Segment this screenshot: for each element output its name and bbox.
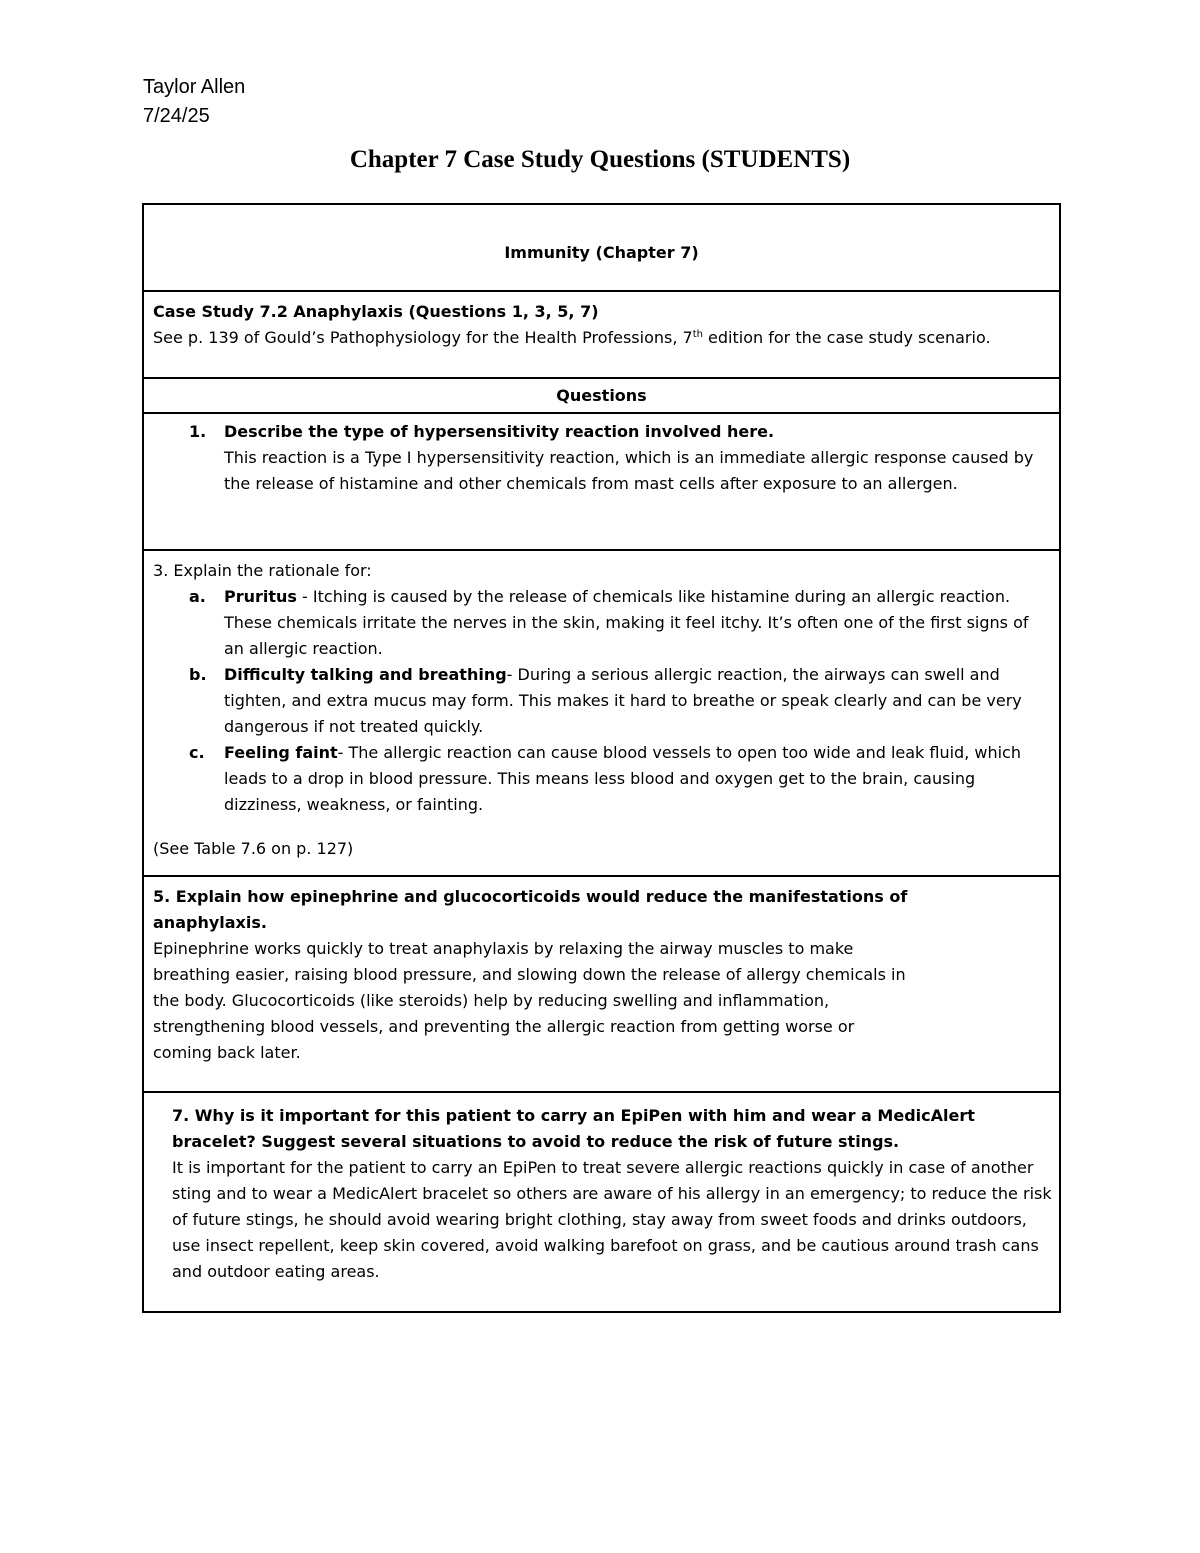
question-1-answer: This reaction is a Type I hypersensitivity reaction, which is an immediate allergic response caused by the release of histamine and other chemicals from mast cells after exposure to an allergen. xyxy=(224,448,1034,493)
author-block xyxy=(143,73,245,131)
document-date: 7/24/25 xyxy=(143,105,210,127)
rationale-term-breathing: Difficulty talking and breathing xyxy=(224,665,507,684)
rationale-item-breathing xyxy=(153,662,1050,740)
question-1-cell xyxy=(143,413,1060,550)
rationale-marker-b: b. xyxy=(189,665,207,684)
case-study-reference-text: See p. 139 of Gould’s Pathophysiology for the Health Professions, 7 xyxy=(153,328,693,347)
rationale-list xyxy=(153,584,1050,818)
rationale-marker-a: a. xyxy=(189,587,206,606)
question-7-cell xyxy=(143,1092,1060,1312)
question-3-prompt: . Explain the rationale for: xyxy=(163,561,372,580)
rationale-term-faint: Feeling faint xyxy=(224,743,338,762)
case-study-table xyxy=(142,203,1061,1313)
question-3-prompt-line xyxy=(153,558,1050,584)
question-1 xyxy=(153,419,1050,497)
rationale-item-pruritus xyxy=(153,584,1050,662)
case-study-title: Case Study 7.2 Anaphylaxis (Questions 1, 3, 5, 7) xyxy=(153,302,599,321)
question-5-row xyxy=(143,876,1060,1092)
rationale-item-faint xyxy=(153,740,1050,818)
rationale-marker-c: c. xyxy=(189,743,205,762)
question-7-prompt: 7. Why is it important for this patient to carry an EpiPen with him and wear a MedicAlert bracelet? Suggest several situations to avoid to reduce the risk of future stings. xyxy=(172,1106,975,1151)
question-3-row xyxy=(143,550,1060,876)
question-1-list xyxy=(153,419,1050,497)
question-5-cell xyxy=(143,876,1060,1092)
case-study-reference xyxy=(153,325,1050,351)
question-1-prompt: Describe the type of hypersensitivity reaction involved here. xyxy=(224,422,775,441)
question-7-answer: It is important for the patient to carry an EpiPen to treat severe allergic reactions quickly in case of another sting and to wear a MedicAlert bracelet so others are aware of his allergy in an emergency; to reduce the risk of future stings, he should avoid wearing bright clothing, stay away from sweet foods and drinks outdoors, use insect repellent, keep skin covered, avoid walking barefoot on grass, and be cautious around trash cans and outdoor eating areas. xyxy=(172,1158,1052,1281)
unit-heading: Immunity (Chapter 7) xyxy=(143,204,1060,291)
table-reference-note: (See Table 7.6 on p. 127) xyxy=(153,839,354,858)
unit-heading-row xyxy=(143,204,1060,291)
question-1-number: 1. xyxy=(189,422,207,441)
case-study-cell xyxy=(143,291,1060,378)
question-1-row xyxy=(143,413,1060,550)
edition-superscript: th xyxy=(692,329,703,340)
rationale-text-faint: - The allergic reaction can cause blood vessels to open too wide and leak fluid, which leads to a drop in blood pressure. This means less blood and oxygen get to the brain, causing dizziness, weakness, or fainting. xyxy=(224,743,1021,814)
question-7-row xyxy=(143,1092,1060,1312)
question-3-cell xyxy=(143,550,1060,876)
questions-heading-row xyxy=(143,378,1060,413)
document-title: Chapter 7 Case Study Questions (STUDENTS) xyxy=(349,146,851,173)
questions-heading: Questions xyxy=(143,378,1060,413)
case-study-reference-end: edition for the case study scenario. xyxy=(702,328,991,347)
author-name: Taylor Allen xyxy=(143,76,246,98)
question-5-answer: Epinephrine works quickly to treat anaphylaxis by relaxing the airway muscles to make breathing easier, raising blood pressure, and slowing down the release of allergy chemicals in the body. Glucocorticoids (like steroids) help by reducing swelling and inflammation, strengthening blood vessels, and preventing the allergic reaction from getting worse or coming back later. xyxy=(153,939,906,1062)
case-study-row xyxy=(143,291,1060,378)
question-3-number: 3 xyxy=(153,561,164,580)
question-5-prompt: 5. Explain how epinephrine and glucocorticoids would reduce the manifestations of anaphylaxis. xyxy=(153,887,908,932)
rationale-term-pruritus: Pruritus xyxy=(224,587,297,606)
rationale-text-pruritus: - Itching is caused by the release of chemicals like histamine during an allergic reaction. These chemicals irritate the nerves in the skin, making it feel itchy. It’s often one of the first signs of an allergic reaction. xyxy=(224,587,1029,658)
rationale-text-breathing: - During a serious allergic reaction, the airways can swell and tighten, and extra mucus may form. This makes it hard to breathe or speak clearly and can be very dangerous if not treated quickly. xyxy=(224,665,1022,736)
